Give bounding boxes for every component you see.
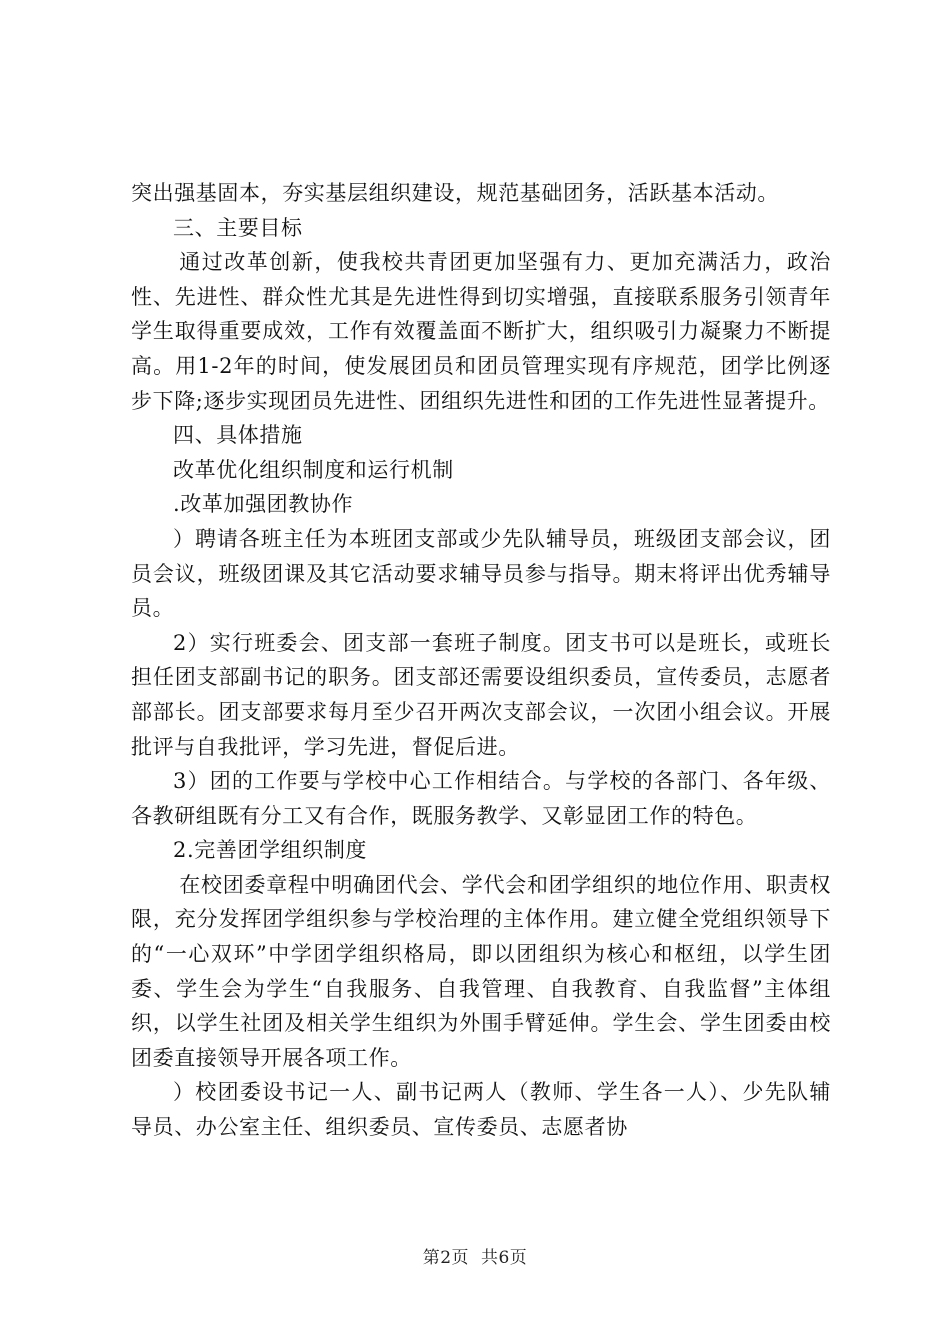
paragraph: ）聘请各班主任为本班团支部或少先队辅导员，班级团支部会议，团员会议，班级团课及其它活动要求辅导员参与指导。期末将评出优秀辅导员。 xyxy=(131,526,831,621)
paragraph: 3）团的工作要与学校中心工作相结合。与学校的各部门、各年级、各教研组既有分工又有合作，既服务教学、又彰显团工作的特色。 xyxy=(131,769,831,828)
paragraph: ）校团委设书记一人、副书记两人（教师、学生各一人）、少先队辅导员、办公室主任、组织委员、宣传委员、志愿者协 xyxy=(131,1080,831,1140)
paragraph: 2.完善团学组织制度 xyxy=(173,838,368,863)
document-body xyxy=(131,176,831,1145)
paragraph: 四、具体措施 xyxy=(173,423,303,448)
page-total: 共6页 xyxy=(480,1248,528,1268)
paragraph: 在校团委章程中明确团代会、学代会和团学组织的地位作用、职责权限，充分发挥团学组织参与学校治理的主体作用。建立健全党组织领导下的“一心双环”中学团学组织格局，即以团组织为核心和枢纽，以学生团委、学生会为学生“自我服务、自我管理、自我教育、自我监督”主体组织，以学生社团及相关学生组织为外围手臂延伸。学生会、学生团委由校团委直接领导开展各项工作。 xyxy=(131,872,831,1070)
paragraph: .改革加强团教协作 xyxy=(173,492,354,517)
paragraph: 2）实行班委会、团支部一套班子制度。团支书可以是班长，或班长担任团支部副书记的职务。团支部还需要设组织委员，宣传委员，志愿者部部长。团支部要求每月至少召开两次支部会议，一次团小组会议。开展批评与自我批评，学习先进，督促后进。 xyxy=(131,630,831,759)
page-footer xyxy=(0,1243,950,1268)
paragraph: 通过改革创新，使我校共青团更加坚强有力、更加充满活力，政治性、先进性、群众性尤其是先进性得到切实增强，直接联系服务引领青年学生取得重要成效，工作有效覆盖面不断扩大，组织吸引力凝聚力不断提高。用1-2年的时间，使发展团员和团员管理实现有序规范，团学比例逐步下降;逐步实现团员先进性、团组织先进性和团的工作先进性显著提升。 xyxy=(131,250,831,413)
paragraph: 三、主要目标 xyxy=(173,215,303,240)
paragraph: 改革优化组织制度和运行机制 xyxy=(173,457,454,482)
page-number: 第2页 xyxy=(422,1248,470,1268)
paragraph: 突出强基固本，夯实基层组织建设，规范基础团务，活跃基本活动。 xyxy=(131,181,779,205)
